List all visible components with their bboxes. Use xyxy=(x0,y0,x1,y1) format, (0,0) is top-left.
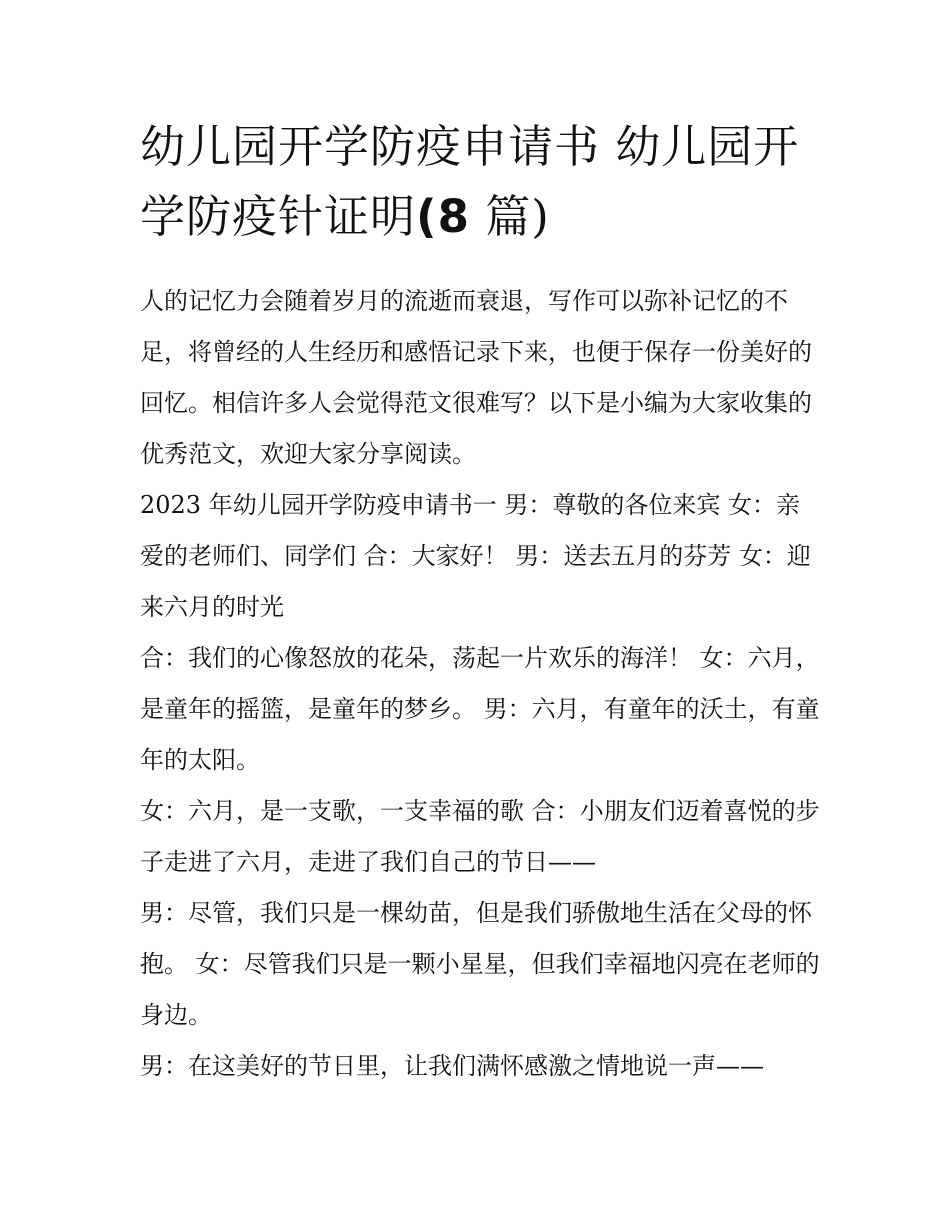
body-paragraph: 男：在这美好的节日里，让我们满怀感激之情地说一声—— xyxy=(140,1052,764,1080)
title-text: 幼儿园开学防疫申请书 幼儿园开学防疫针证明 xyxy=(140,120,800,243)
document-body xyxy=(140,276,820,1092)
title-suffix: 篇) xyxy=(469,190,550,243)
body-paragraph: 女：六月，是一支歌，一支幸福的歌 合：小朋友们迈着喜悦的步子走进了六月，走进了我们自己的节日—— xyxy=(140,797,820,876)
body-paragraph: 合：我们的心像怒放的花朵，荡起一片欢乐的海洋！ 女：六月，是童年的摇篮，是童年的梦乡。 男：六月，有童年的沃土，有童年的太阳。 xyxy=(140,644,820,774)
document-title xyxy=(140,112,820,252)
intro-paragraph: 人的记忆力会随着岁月的流逝而衰退，写作可以弥补记忆的不足，将曾经的人生经历和感悟记录下来，也便于保存一份美好的回忆。相信许多人会觉得范文很难写？以下是小编为大家收集的优秀范文，欢迎大家分享阅读。 xyxy=(140,287,812,468)
title-count: (8 xyxy=(416,190,470,243)
body-paragraph: 2023 年幼儿园开学防疫申请书一 男：尊敬的各位来宾 女：亲爱的老师们、同学们 合：大家好！ 男：送去五月的芬芳 女：迎来六月的时光 xyxy=(140,491,811,621)
body-paragraph: 男：尽管，我们只是一棵幼苗，但是我们骄傲地生活在父母的怀抱。 女：尽管我们只是一颗小星星，但我们幸福地闪亮在老师的身边。 xyxy=(140,899,820,1029)
